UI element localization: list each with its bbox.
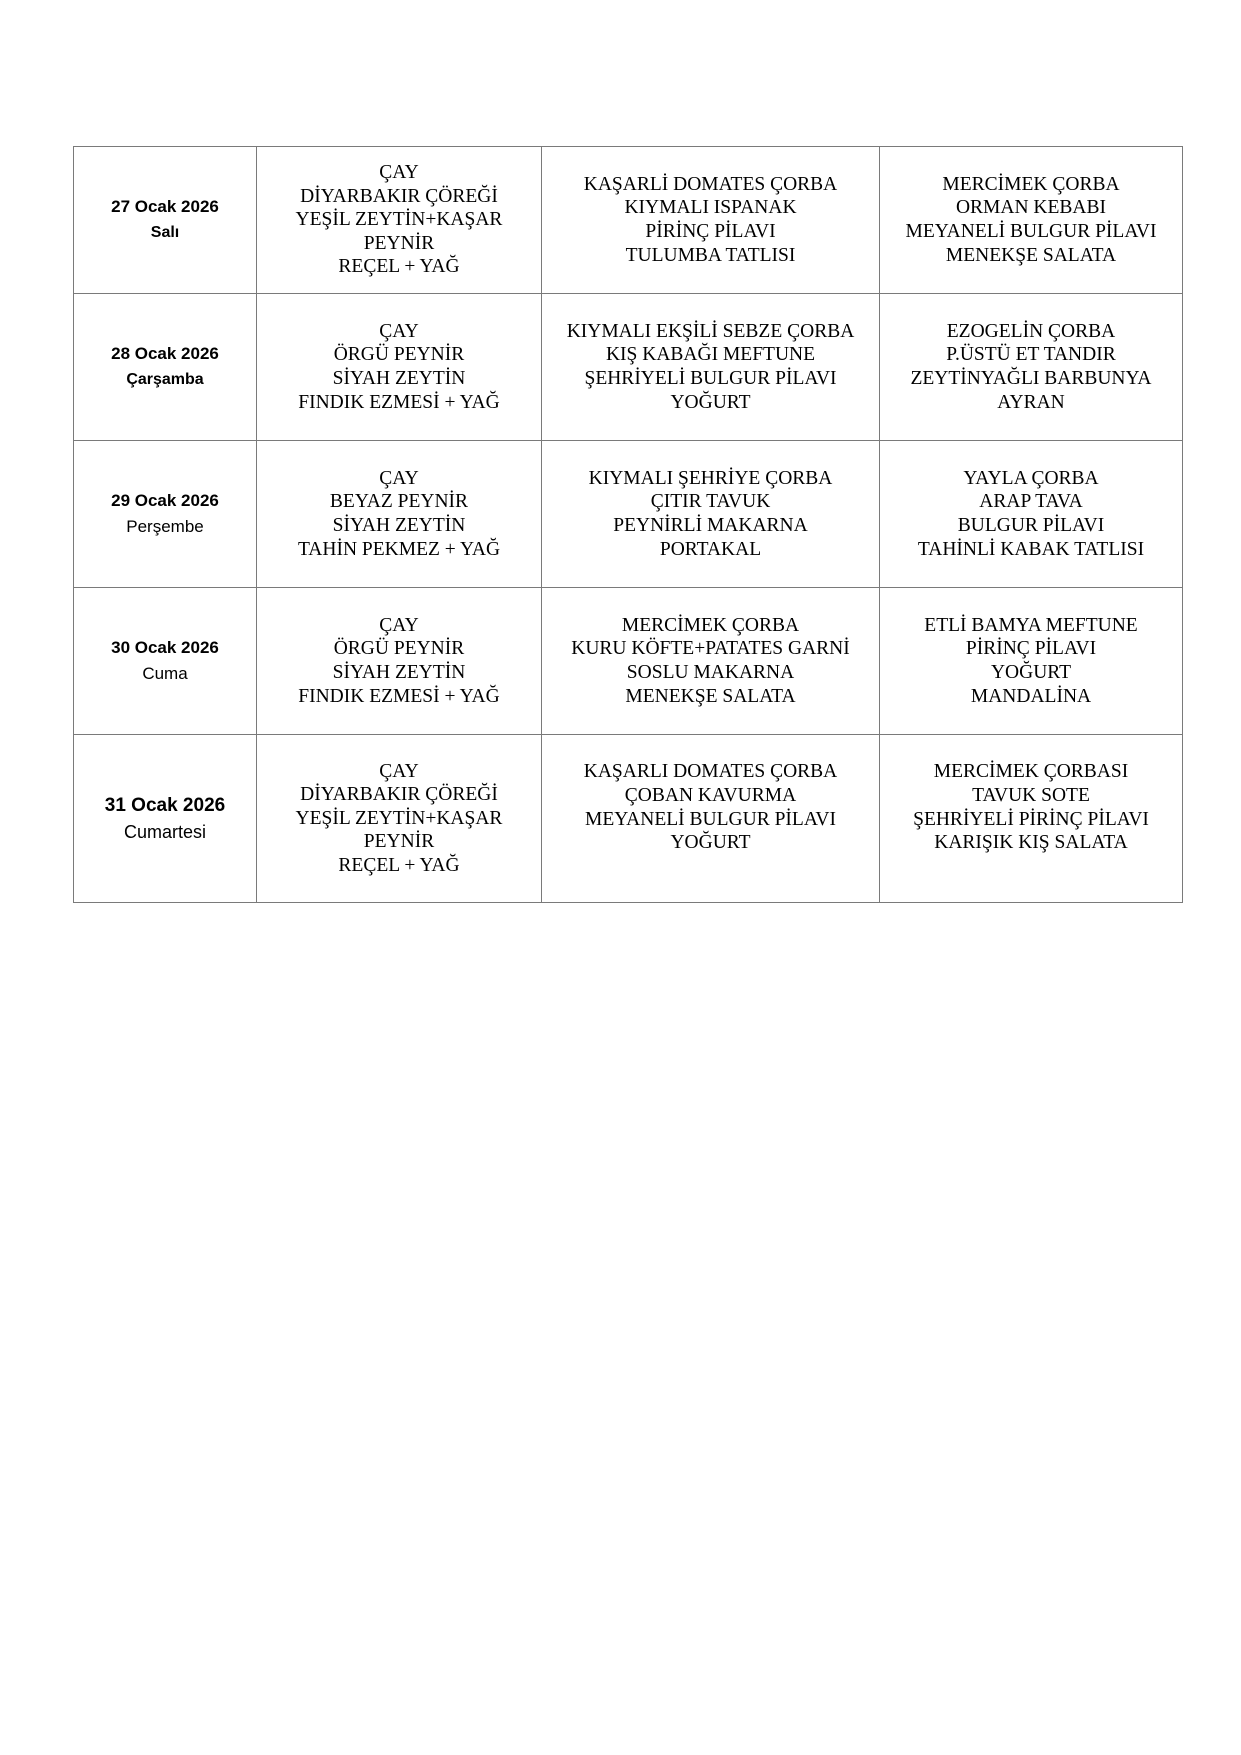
dinner-cell [880,735,1183,903]
menu-item: REÇEL + YAĞ [338,256,460,278]
menu-item: SİYAH ZEYTİN [332,662,466,683]
menu-item: P.ÜSTÜ ET TANDIR [946,344,1116,366]
menu-item: ÇAY [379,320,419,342]
menu-item: YEŞİL ZEYTİN+KAŞAR [295,807,503,829]
menu-item: ÖRGÜ PEYNİR [333,344,465,366]
menu-item: AYRAN [997,391,1065,413]
lunch-cell [542,735,880,903]
dinner-cell [880,294,1183,441]
menu-item: YOĞURT [670,391,751,413]
menu-item: ORMAN KEBABI [955,197,1107,219]
lunch-cell [542,294,880,441]
menu-item: EZOGELİN ÇORBA [946,320,1116,342]
dinner-cell [880,441,1183,588]
day-label: Cumartesi [123,821,207,842]
menu-item: TAHİN PEKMEZ + YAĞ [297,538,501,560]
menu-item: KIŞ KABAĞI MEFTUNE [605,344,816,366]
menu-item: SİYAH ZEYTİN [332,368,466,389]
day-label: Cuma [142,664,188,683]
menu-item: DİYARBAKIR ÇÖREĞİ [300,185,498,207]
menu-item: PİRİNÇ PİLAVI [645,221,776,242]
menu-item: KIYMALI ŞEHRİYE ÇORBA [588,467,833,489]
menu-item: ÇAY [379,760,419,782]
table-row [74,294,1183,441]
dinner-cell [880,147,1183,294]
menu-item: BEYAZ PEYNİR [329,491,469,513]
table-row [74,588,1183,735]
menu-item: ÇITIR TAVUK [650,491,771,513]
date-label: 29 Ocak 2026 [111,491,219,510]
menu-item: KAŞARLİ DOMATES ÇORBA [583,173,838,195]
menu-item: MENEKŞE SALATA [945,244,1117,266]
lunch-cell [542,441,880,588]
breakfast-cell [257,147,542,294]
menu-item: PORTAKAL [659,538,762,560]
menu-item: TAVUK SOTE [972,784,1090,806]
menu-item: ŞEHRİYELİ BULGUR PİLAVI [584,368,837,389]
menu-item: KARIŞIK KIŞ SALATA [934,832,1128,854]
date-label: 30 Ocak 2026 [111,638,219,657]
menu-item: FINDIK EZMESİ + YAĞ [298,685,500,707]
menu-item: MERCİMEK ÇORBASI [933,761,1129,783]
date-label: 31 Ocak 2026 [104,794,226,816]
breakfast-cell [257,294,542,441]
menu-item: ÖRGÜ PEYNİR [333,638,465,660]
date-label: 28 Ocak 2026 [111,344,219,363]
menu-item: YOĞURT [990,662,1072,683]
table-row [74,735,1183,903]
menu-item: SOSLU MAKARNA [626,662,795,683]
menu-item: MENEKŞE SALATA [625,685,796,707]
menu-item: MANDALİNA [970,685,1092,707]
menu-item: KAŞARLI DOMATES ÇORBA [583,761,838,783]
menu-item: ÇOBAN KAVURMA [624,784,797,806]
menu-item: KURU KÖFTE+PATATES GARNİ [571,638,850,660]
menu-item: ZEYTİNYAĞLI BARBUNYA [910,368,1152,389]
menu-item: YEŞİL ZEYTİN+KAŞAR [295,209,503,231]
table-row [74,441,1183,588]
menu-item: KIYMALI EKŞİLİ SEBZE ÇORBA [566,320,855,342]
menu-item: MEYANELİ BULGUR PİLAVI [585,808,836,830]
lunch-cell [542,588,880,735]
day-label: Salı [150,224,180,241]
menu-item: BULGUR PİLAVI [957,515,1105,536]
table-row [74,147,1183,294]
date-cell [74,588,257,735]
dinner-cell [880,588,1183,735]
day-label: Perşembe [126,517,204,536]
breakfast-cell [257,735,542,903]
menu-item: ÇAY [379,467,419,489]
menu-item: ARAP TAVA [979,491,1083,513]
menu-item: ÇAY [379,162,419,184]
menu-item: ŞEHRİYELİ PİRİNÇ PİLAVI [913,808,1149,830]
breakfast-cell [257,588,542,735]
menu-item: ÇAY [379,614,419,636]
menu-item: FINDIK EZMESİ + YAĞ [298,391,500,413]
lunch-cell [542,147,880,294]
menu-item: MERCİMEK ÇORBA [942,173,1120,195]
menu-item: REÇEL + YAĞ [338,854,460,876]
menu-item: PİRİNÇ PİLAVI [965,638,1097,660]
day-label: Çarşamba [126,371,204,388]
menu-item: DİYARBAKIR ÇÖREĞİ [300,784,498,806]
menu-item: PEYNİR [363,831,435,853]
menu-item: YOĞURT [670,832,751,854]
menu-item: MERCİMEK ÇORBA [621,614,800,636]
menu-item: KIYMALI ISPANAK [624,197,797,219]
menu-item: PEYNİRLİ MAKARNA [613,515,808,536]
date-label: 27 Ocak 2026 [111,197,219,216]
menu-item: TAHİNLİ KABAK TATLISI [917,538,1145,560]
menu-item: PEYNİR [363,232,435,254]
menu-item: YAYLA ÇORBA [963,467,1099,489]
menu-item: MEYANELİ BULGUR PİLAVI [905,221,1157,242]
menu-item: SİYAH ZEYTİN [332,515,466,536]
date-cell [74,147,257,294]
breakfast-cell [257,441,542,588]
date-cell [74,735,257,903]
date-cell [74,294,257,441]
menu-item: ETLİ BAMYA MEFTUNE [924,614,1138,636]
menu-item: TULUMBA TATLISI [625,244,796,266]
meal-menu-table [73,146,1183,903]
date-cell [74,441,257,588]
